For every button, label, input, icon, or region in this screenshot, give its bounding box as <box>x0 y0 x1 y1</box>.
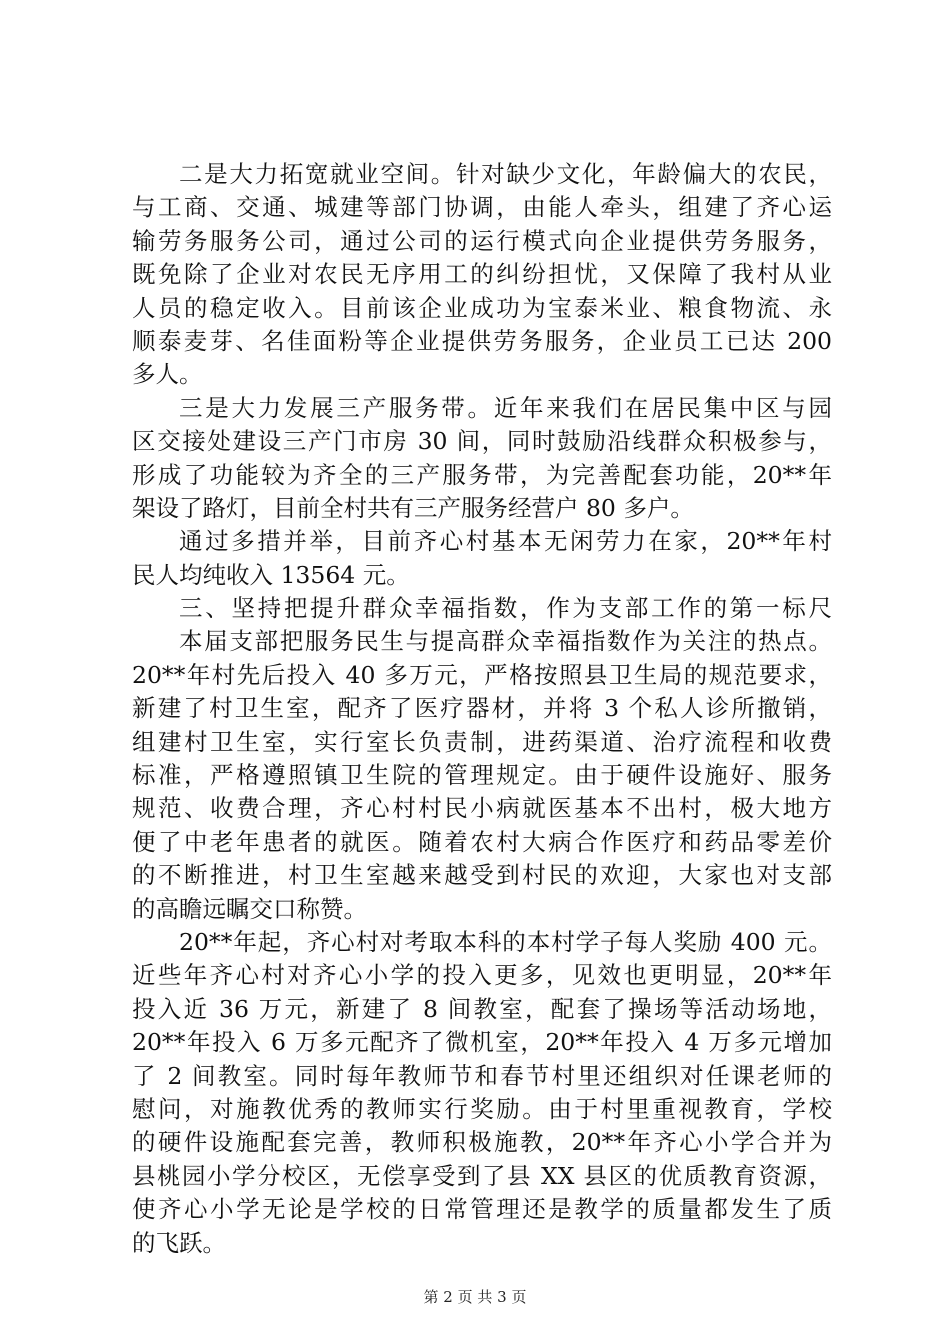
text-line: 新建了村卫生室，配齐了医疗器材，并将 3 个私人诊所撤销， <box>132 694 832 723</box>
text-line: 多人。 <box>132 360 203 389</box>
text-line: 三、坚持把提升群众幸福指数，作为支部工作的第一标尺 <box>179 594 832 623</box>
text-line: 便了中老年患者的就医。随着农村大病合作医疗和药品零差价 <box>132 827 832 856</box>
text-line: 区交接处建设三产门市房 30 间，同时鼓励沿线群众积极参与， <box>132 427 832 456</box>
text-line: 使齐心小学无论是学校的日常管理还是教学的质量都发生了质 <box>132 1195 832 1224</box>
text-line: 二是大力拓宽就业空间。针对缺少文化，年龄偏大的农民， <box>179 160 832 188</box>
text-line: 近些年齐心村对齐心小学的投入更多，见效也更明显，20**年 <box>132 961 832 990</box>
text-line: 20**年起，齐心村对考取本科的本村学子每人奖励 400 元。 <box>179 927 832 956</box>
text-line: 的高瞻远瞩交口称赞。 <box>132 894 367 923</box>
page-footer: 第 2 页 共 3 页 <box>423 1288 527 1306</box>
text-line: 标准，严格遵照镇卫生院的管理规定。由于硬件设施好、服务 <box>132 761 832 790</box>
document-body <box>132 158 832 1260</box>
text-line: 20**年村先后投入 40 多万元，严格按照县卫生局的规范要求， <box>132 660 832 689</box>
text-line: 20**年投入 6 万多元配齐了微机室，20**年投入 4 万多元增加 <box>132 1028 832 1057</box>
text-line: 民人均纯收入 13564 元。 <box>132 560 410 589</box>
text-line: 的不断推进，村卫生室越来越受到村民的欢迎，大家也对支部 <box>132 861 832 890</box>
text-line: 的飞跃。 <box>132 1228 226 1257</box>
text-line: 输劳务服务公司，通过公司的运行模式向企业提供劳务服务， <box>132 226 832 255</box>
text-line: 三是大力发展三产服务带。近年来我们在居民集中区与园 <box>179 393 832 422</box>
text-line: 通过多措并举，目前齐心村基本无闲劳力在家，20**年村 <box>179 527 832 556</box>
text-line: 了 2 间教室。同时每年教师节和春节村里还组织对任课老师的 <box>132 1061 832 1090</box>
text-line: 慰问，对施教优秀的教师实行奖励。由于村里重视教育，学校 <box>132 1094 832 1123</box>
text-line: 投入近 36 万元，新建了 8 间教室，配套了操场等活动场地， <box>132 994 832 1023</box>
text-line: 顺泰麦芽、名佳面粉等企业提供劳务服务，企业员工已达 200 <box>132 326 832 355</box>
text-line: 与工商、交通、城建等部门协调，由能人牵头，组建了齐心运 <box>132 193 832 222</box>
text-line: 人员的稳定收入。目前该企业成功为宝泰米业、粮食物流、永 <box>132 293 832 322</box>
text-line: 既免除了企业对农民无序用工的纠纷担忧，又保障了我村从业 <box>132 260 832 289</box>
text-line: 组建村卫生室，实行室长负责制，进药渠道、治疗流程和收费 <box>132 727 832 756</box>
text-line: 的硬件设施配套完善，教师积极施教，20**年齐心小学合并为 <box>132 1128 832 1157</box>
text-line: 形成了功能较为齐全的三产服务带，为完善配套功能，20**年 <box>132 460 832 489</box>
text-line: 架设了路灯，目前全村共有三产服务经营户 80 多户。 <box>132 493 694 522</box>
text-line: 本届支部把服务民生与提高群众幸福指数作为关注的热点。 <box>179 627 832 656</box>
text-line: 县桃园小学分校区，无偿享受到了县 XX 县区的优质教育资源， <box>132 1161 832 1190</box>
text-line: 规范、收费合理，齐心村村民小病就医基本不出村，极大地方 <box>132 794 832 823</box>
